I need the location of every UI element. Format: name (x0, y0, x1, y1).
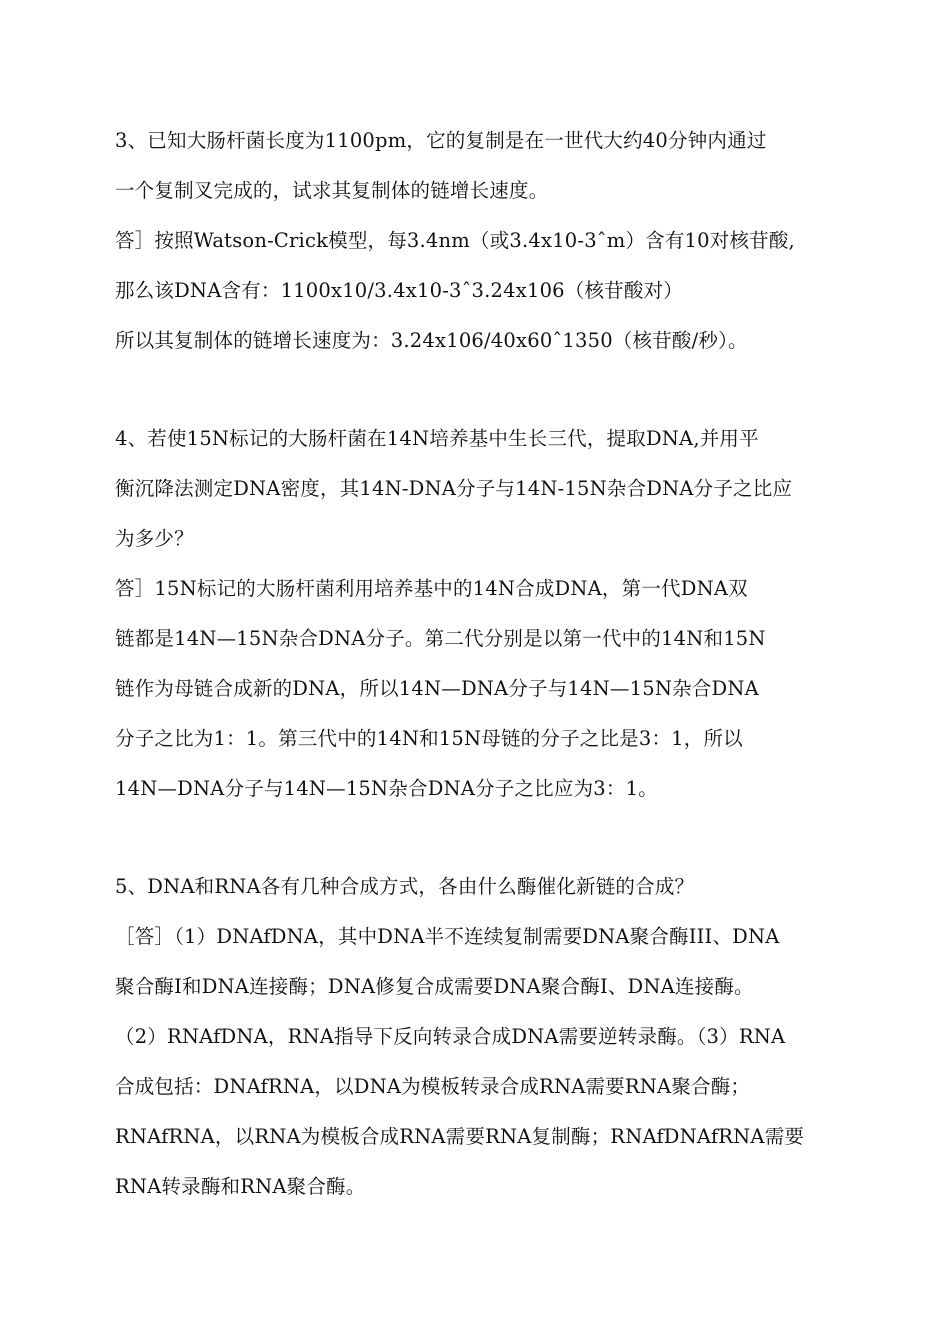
q3-line-2: 一个复制叉完成的，试求其复制体的链增长速度。 (115, 179, 549, 202)
q4-line-2: 衡沉降法测定DNA密度，其14N-DNA分子与14N-15N杂合DNA分子之比应 (115, 477, 793, 500)
q5-line-1: 5、DNA和RNA各有几种合成方式，各由什么酶催化新链的合成？ (115, 875, 695, 898)
q3-line-4: 那么该DNA含有：1100x10/3.4x10-3ˆ3.24x106（核苷酸对） (115, 279, 683, 302)
q5-line-3: 聚合酶I和DNA连接酶；DNA修复合成需要DNA聚合酶I、DNA连接酶。 (115, 975, 754, 998)
q5-line-6: RNAfRNA，以RNA为模板合成RNA需要RNA复制酶；RNAfDNAfRNA需要 (115, 1125, 805, 1148)
q3-line-5: 所以其复制体的链增长速度为：3.24x106/40x60ˆ1350（核苷酸/秒）。 (115, 329, 748, 352)
q4-line-3: 为多少？ (115, 527, 194, 550)
q5-line-2: ［答］（1）DNAfDNA，其中DNA半不连续复制需要DNA聚合酶III、DNA (115, 925, 780, 948)
q4-line-8: 14N—DNA分子与14N—15N杂合DNA分子之比应为3：1。 (115, 777, 658, 800)
q4-line-7: 分子之比为1：1。第三代中的14N和15N母链的分子之比是3：1，所以 (115, 727, 743, 750)
q4-line-6: 链作为母链合成新的DNA，所以14N—DNA分子与14N—15N杂合DNA (115, 677, 759, 700)
q5-line-5: 合成包括：DNAfRNA，以DNA为模板转录合成RNA需要RNA聚合酶； (115, 1075, 751, 1098)
q4-line-1: 4、若使15N标记的大肠杆菌在14N培养基中生长三代，提取DNA,并用平 (115, 427, 759, 450)
q4-line-4: 答］15N标记的大肠杆菌利用培养基中的14N合成DNA，第一代DNA双 (115, 577, 748, 600)
q4-line-5: 链都是14N—15N杂合DNA分子。第二代分别是以第一代中的14N和15N (115, 627, 766, 650)
q5-line-7: RNA转录酶和RNA聚合酶。 (115, 1175, 366, 1198)
q5-line-4: （2）RNAfDNA，RNA指导下反向转录合成DNA需要逆转录酶。（3）RNA (115, 1025, 786, 1048)
q3-line-3: 答］按照Watson-Crick模型，每3.4nm（或3.4x10-3ˆm）含有10对核苷酸, (115, 229, 795, 252)
q3-line-1: 3、已知大肠杆菌长度为1100pm，它的复制是在一世代大约40分钟内通过 (115, 129, 767, 152)
